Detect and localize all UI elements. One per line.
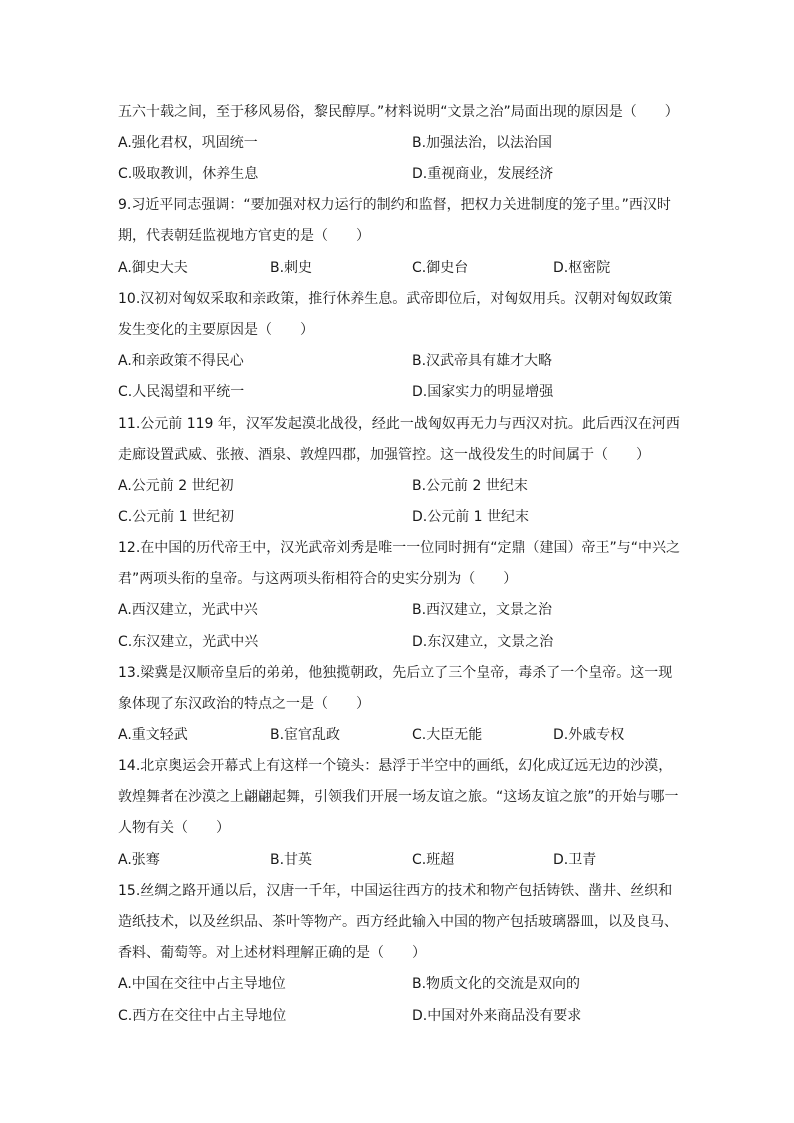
q14-option-c: C.班超: [412, 852, 455, 868]
q13-option-b: B.宦官乱政: [270, 727, 341, 743]
q8-option-c: C.吸取教训，休养生息: [118, 166, 259, 182]
question-10-stem: 发生变化的主要原因是（ ）: [118, 322, 314, 338]
q9-option-c: C.御史台: [412, 260, 469, 276]
question-13-stem: 象体现了东汉政治的特点之一是（ ）: [118, 696, 370, 712]
q13-option-a: A.重文轻武: [118, 727, 188, 743]
q13-option-c: C.大臣无能: [412, 727, 483, 743]
q12-option-d: D.东汉建立，文景之治: [412, 634, 554, 650]
question-13-stem: 13.梁冀是汉顺帝皇后的弟弟，他独揽朝政，先后立了三个皇帝，毒杀了一个皇帝。这一现: [118, 665, 673, 681]
question-8-stem-tail: 五六十载之间，至于移风易俗，黎民醇厚。”材料说明“文景之治”局面出现的原因是（ ）: [118, 104, 679, 120]
question-10-stem: 10.汉初对匈奴采取和亲政策，推行休养生息。武帝即位后，对匈奴用兵。汉朝对匈奴政策: [118, 291, 673, 307]
question-15-stem: 造纸技术，以及丝织品、茶叶等物产。西方经此输入中国的物产包括玻璃器皿，以及良马、: [118, 914, 678, 930]
q10-option-a: A.和亲政策不得民心: [118, 353, 244, 369]
q9-option-d: D.枢密院: [553, 260, 611, 276]
q9-option-b: B.刺史: [270, 260, 313, 276]
q14-option-a: A.张骞: [118, 852, 160, 868]
question-11-stem: 走廊设置武威、张掖、酒泉、敦煌四郡，加强管控。这一战役发生的时间属于（ ）: [118, 447, 650, 463]
q15-option-c: C.西方在交往中占主导地位: [118, 1008, 287, 1024]
question-9-stem: 9.习近平同志强调：“要加强对权力运行的制约和监督，把权力关进制度的笼子里。”西汉时: [118, 197, 671, 213]
q15-option-d: D.中国对外来商品没有要求: [412, 1008, 582, 1024]
question-14-stem: 敦煌舞者在沙漠之上翩翩起舞，引领我们开展一场友谊之旅。“这场友谊之旅”的开始与哪一: [118, 789, 679, 805]
q10-option-b: B.汉武帝具有雄才大略: [412, 353, 553, 369]
q13-option-d: D.外戚专权: [553, 727, 625, 743]
q12-option-a: A.西汉建立，光武中兴: [118, 602, 258, 618]
q15-option-a: A.中国在交往中占主导地位: [118, 976, 286, 992]
q14-option-d: D.卫青: [553, 852, 597, 868]
question-14-stem: 人物有关（ ）: [118, 820, 230, 836]
q12-option-b: B.西汉建立，文景之治: [412, 602, 553, 618]
question-12-stem: 君”两项头衔的皇帝。与这两项头衔相符合的史实分别为（ ）: [118, 571, 518, 587]
question-9-stem: 期，代表朝廷监视地方官吏的是（ ）: [118, 228, 370, 244]
q15-option-b: B.物质文化的交流是双向的: [412, 976, 581, 992]
q12-option-c: C.东汉建立，光武中兴: [118, 634, 259, 650]
q14-option-b: B.甘英: [270, 852, 313, 868]
q8-option-b: B.加强法治，以法治国: [412, 135, 553, 151]
question-14-stem: 14.北京奥运会开幕式上有这样一个镜头：悬浮于半空中的画纸，幻化成辽远无边的沙漠，: [118, 758, 673, 774]
q11-option-b: B.公元前 2 世纪末: [412, 478, 528, 494]
q9-option-a: A.御史大夫: [118, 260, 188, 276]
q8-option-d: D.重视商业，发展经济: [412, 166, 554, 182]
q11-option-d: D.公元前 1 世纪末: [412, 509, 530, 525]
q10-option-d: D.国家实力的明显增强: [412, 384, 554, 400]
q8-option-a: A.强化君权，巩固统一: [118, 135, 258, 151]
question-15-stem: 15.丝绸之路开通以后，汉唐一千年，中国运往西方的技术和物产包括铸铁、凿井、丝织和: [118, 883, 673, 899]
q11-option-c: C.公元前 1 世纪初: [118, 509, 235, 525]
question-11-stem: 11.公元前 119 年，汉军发起漠北战役，经此一战匈奴再无力与西汉对抗。此后西汉在河西: [118, 416, 680, 432]
question-15-stem: 香料、葡萄等。对上述材料理解正确的是（ ）: [118, 945, 426, 961]
q11-option-a: A.公元前 2 世纪初: [118, 478, 234, 494]
q10-option-c: C.人民渴望和平统一: [118, 384, 245, 400]
question-12-stem: 12.在中国的历代帝王中，汉光武帝刘秀是唯一一位同时拥有“定鼎（建国）帝王”与“中兴之: [118, 540, 681, 556]
